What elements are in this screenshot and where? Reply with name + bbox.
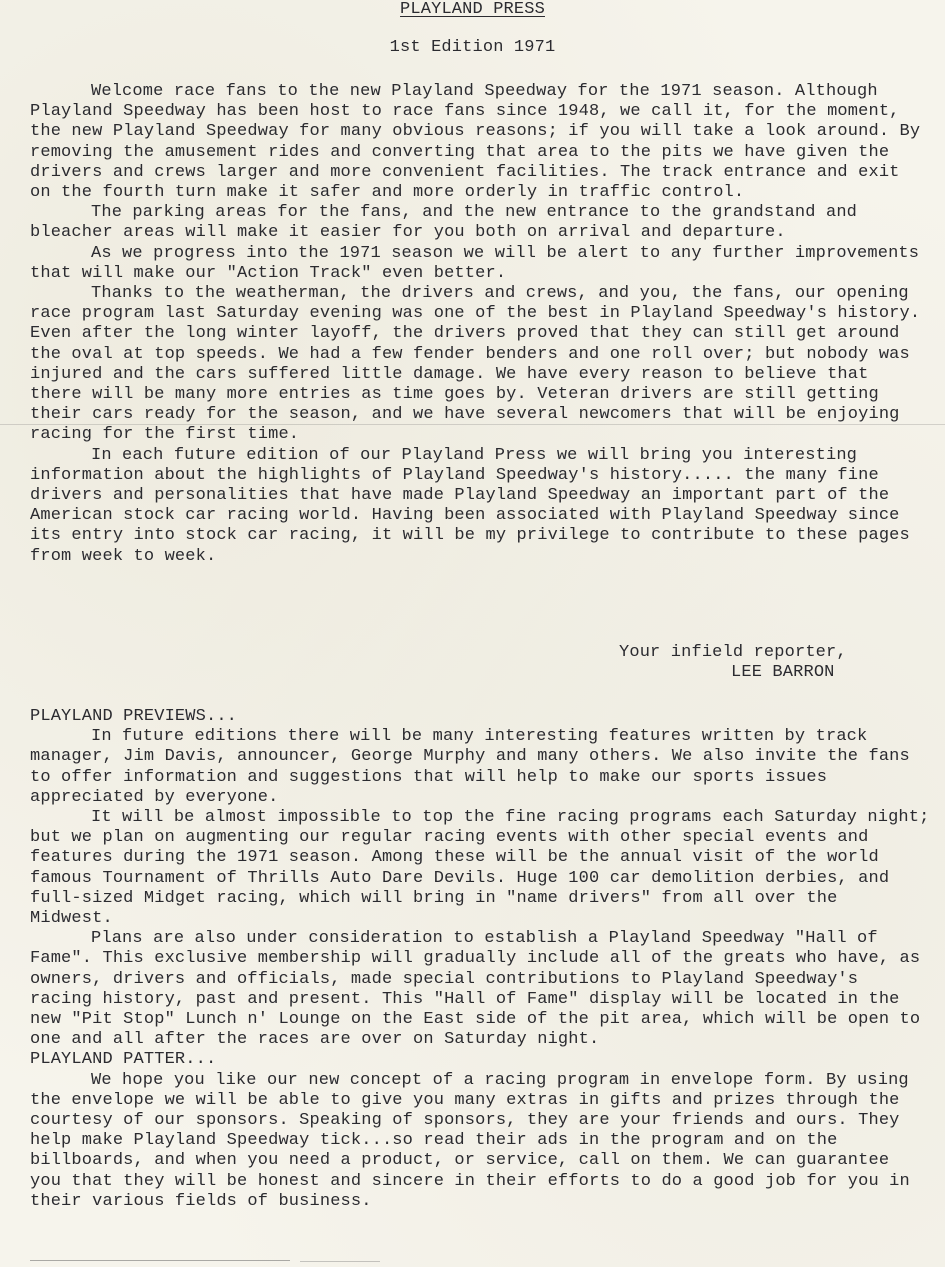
previews-paragraph: It will be almost impossible to top the fine racing programs each Saturday night; but we plan on augmenting our regular racing events with other special events and features during the 1971 season. Among these will be the annual visit of the world famous Tournament of Thrills Auto Dare Devils. Huge 100 car demolition derbies, and full-sized Midget racing, which will bring in "name drivers" from all over the Midwest. [30, 808, 930, 929]
bottom-edge-line [300, 1261, 380, 1262]
bottom-edge-line [30, 1260, 290, 1261]
signature-closing: Your infield reporter, [619, 643, 847, 662]
previews-paragraph: In future editions there will be many interesting features written by track manager, Jim Davis, announcer, George Murphy and many others. We also invite the fans to offer information and suggestions that will help to make our sports issues appreciated by everyone. [30, 727, 910, 807]
article-paragraph: Thanks to the weatherman, the drivers and crews, and you, the fans, our opening race program last Saturday evening was one of the best in Playland Speedway's history. Even after the long winter layoff, the drivers proved that they can still get around the oval at top speeds. We had a few fender benders and one roll over; but nobody was injured and the cars suffered little damage. We have every reason to believe that there will be many more entries as time goes by. Veteran drivers are still getting their cars ready for the season, and we have several newcomers that will be enjoying racing for the first time. [30, 284, 921, 445]
edition-line: 1st Edition 1971 [389, 38, 556, 57]
previews-heading: PLAYLAND PREVIEWS... [30, 707, 238, 726]
previews-and-patter [30, 707, 930, 1212]
patter-heading: PLAYLAND PATTER... [30, 1050, 217, 1070]
reporter-signature [619, 643, 919, 683]
article-paragraph: The parking areas for the fans, and the new entrance to the grandstand and bleacher areas will make it easier for you both on arrival and departure. [30, 203, 858, 243]
intro-article [30, 82, 930, 567]
previews-paragraph: Plans are also under consideration to establish a Playland Speedway "Hall of Fame". This exclusive membership will gradually include all of the greats who have, as owners, drivers and officials, made special contributions to Playland Speedway's racing history, past and present. This "Hall of Fame" display will be located in the new "Pit Stop" Lunch n' Lounge on the East side of the pit area, which will be open to one and all after the races are over on Saturday night. [30, 929, 921, 1050]
article-paragraph: Welcome race fans to the new Playland Speedway for the 1971 season. Although Playland Speedway has been host to race fans since 1948, we call it, for the moment, the new Playland Speedway for many obvious reasons; if you will take a look around. By removing the amusement rides and converting that area to the pits we have given the drivers and crews larger and more convenient facilities. The track entrance and exit on the fourth turn make it safer and more orderly in traffic control. [30, 82, 921, 203]
patter-paragraph: We hope you like our new concept of a racing program in envelope form. By using the envelope we will be able to give you many extras in gifts and prizes through the courtesy of our sponsors. Speaking of sponsors, they are your friends and ours. They help make Playland Speedway tick...so read their ads in the program and on the billboards, and when you need a product, or service, call on them. We can guarantee you that they will be honest and sincere in their efforts to do a good job for you in their various fields of business. [30, 1070, 910, 1211]
article-paragraph: In each future edition of our Playland Press we will bring you interesting information about the highlights of Playland Speedway's history..... the many fine drivers and personalities that have made Playland Speedway an important part of the American stock car racing world. Having been associated with Playland Speedway since its entry into stock car racing, it will be my privilege to contribute to these pages from week to week. [30, 445, 910, 566]
signature-name: LEE BARRON [731, 663, 835, 683]
article-paragraph: As we progress into the 1971 season we will be alert to any further improvements that will make our "Action Track" even better. [30, 243, 920, 283]
newsletter-title: PLAYLAND PRESS [400, 0, 545, 19]
